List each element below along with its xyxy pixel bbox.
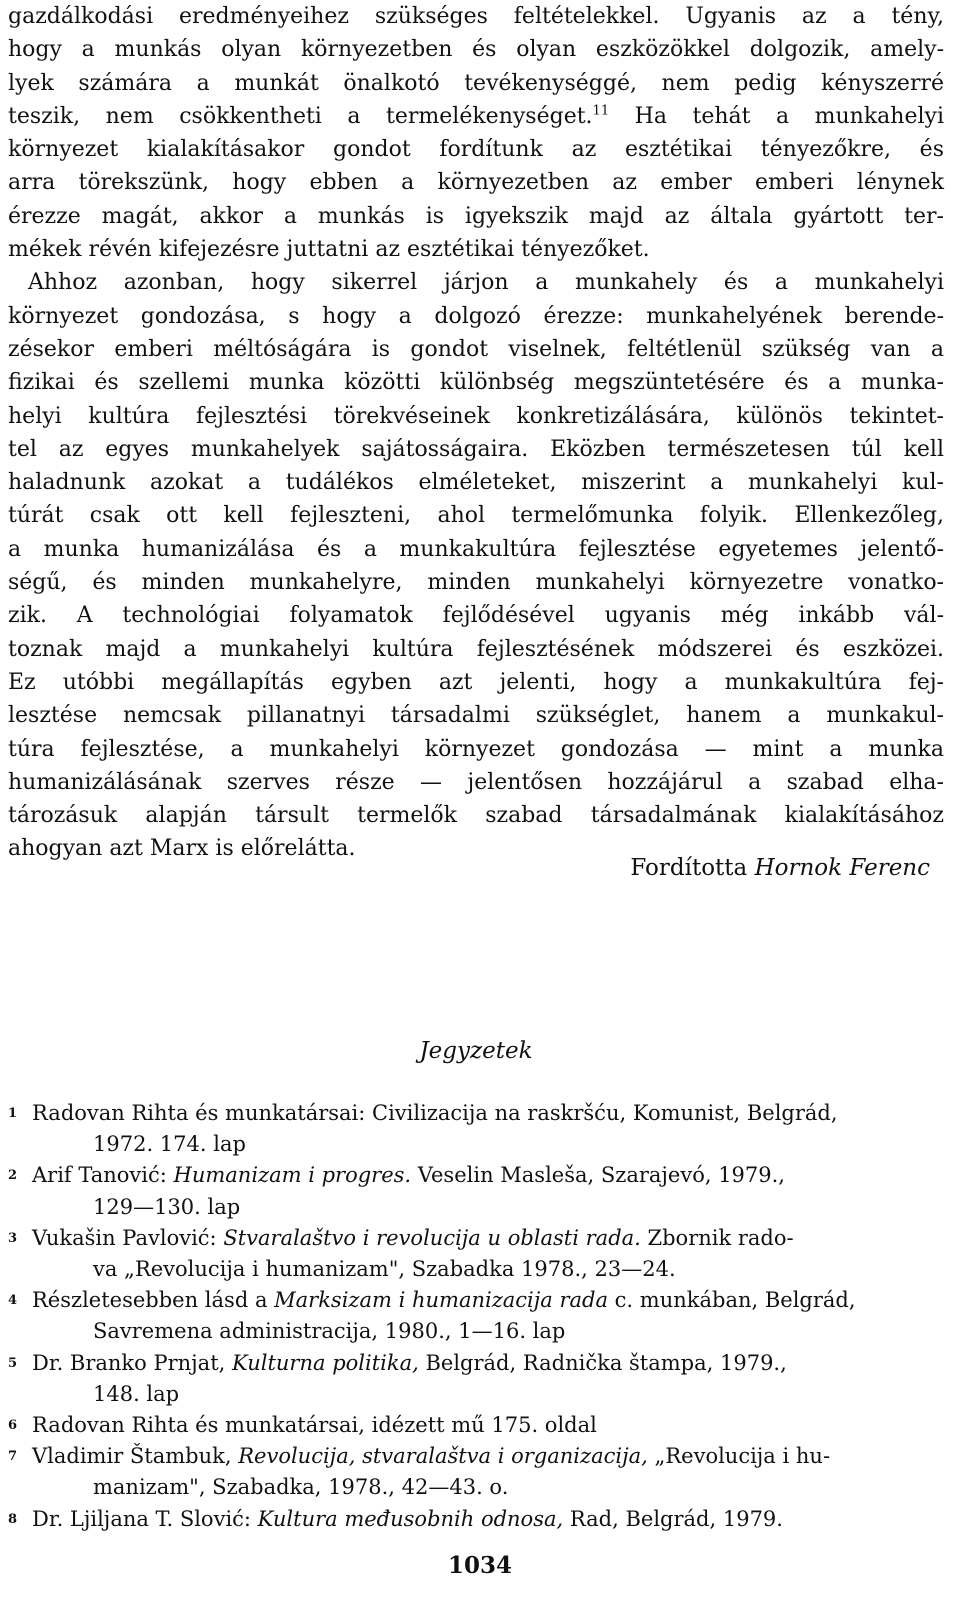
text-line-with-footnote bbox=[8, 100, 944, 133]
page-number: 1034 bbox=[447, 1552, 512, 1579]
text-line: tel az egyes munkahelyek sajátosságaira. Eközben természetesen túl kell bbox=[8, 436, 944, 462]
footnote-item bbox=[8, 1098, 944, 1160]
translator-credit bbox=[630, 855, 930, 881]
footnote-text: Arif Tanović: bbox=[32, 1163, 174, 1188]
footnote-continuation: 1972. 174. lap bbox=[93, 1132, 246, 1157]
paragraph-1 bbox=[8, 0, 944, 266]
text-line: gazdálkodási eredményeihez szükséges feltételekkel. Ugyanis az a tény, bbox=[8, 4, 944, 29]
footnote-item bbox=[8, 1160, 944, 1222]
notes-title: Jegyzetek bbox=[419, 1038, 533, 1064]
footnote-continuation: Savremena administracija, 1980., 1—16. lap bbox=[93, 1319, 566, 1344]
text-fragment: Ha tehát a munkahelyi bbox=[609, 103, 944, 129]
footnote-text: Radovan Rihta és munkatársai, idézett mű 175. oldal bbox=[32, 1413, 597, 1438]
page-content bbox=[8, 0, 944, 1531]
footnote-continuation: 148. lap bbox=[93, 1381, 180, 1406]
footnote-continuation: manizam", Szabadka, 1978., 42—43. o. bbox=[93, 1475, 509, 1500]
footnote-item bbox=[8, 1504, 944, 1535]
footnote-text: Dr. Branko Prnjat, bbox=[32, 1350, 232, 1375]
footnote-number: 5 bbox=[8, 1355, 18, 1371]
text-line: arra törekszünk, hogy ebben a környezetben az ember emberi lénynek bbox=[8, 170, 944, 196]
text-line: haladnunk azokat a tudálékos elméleteket, miszerint a munkahelyi kul- bbox=[8, 470, 944, 496]
text-line: túrát csak ott kell fejleszteni, ahol termelőmunka folyik. Ellenkezőleg, bbox=[8, 503, 944, 529]
footnote-title: Kulturna politika, bbox=[232, 1350, 419, 1375]
footnote-text: Vukašin Pavlović: bbox=[32, 1225, 224, 1250]
footnote-item bbox=[8, 1410, 944, 1441]
footnote-text: Zbornik rado- bbox=[640, 1225, 794, 1250]
text-line: Ahhoz azonban, hogy sikerrel járjon a munkahely és a munkahelyi bbox=[28, 270, 944, 296]
footnote-title: Revolucija, stvaralaštva i organizacija, bbox=[238, 1444, 648, 1469]
text-fragment: teszik, nem csökkentheti a termelékenységet. bbox=[8, 103, 593, 129]
text-line: mékek révén kifejezésre juttatni az esztétikai tényezőket. bbox=[8, 237, 650, 263]
footnote-item bbox=[8, 1441, 944, 1503]
text-line: ahogyan azt Marx is előrelátta. bbox=[8, 836, 356, 862]
text-line: tározásuk alapján társult termelők szabad társadalmának kialakításához bbox=[8, 803, 944, 829]
footnote-title: Kultura međusobnih odnosa, bbox=[257, 1506, 564, 1531]
footnote-text: Veselin Masleša, Szarajevó, 1979., bbox=[411, 1163, 785, 1188]
translator-prefix: Fordította bbox=[630, 855, 755, 881]
text-line: fizikai és szellemi munka közötti különbség megszüntetésére és a munka- bbox=[8, 370, 944, 396]
text-line: hogy a munkás olyan környezetben és olyan eszközökkel dolgozik, amely- bbox=[8, 37, 944, 63]
footnote-number: 1 bbox=[8, 1106, 18, 1121]
footnote-number: 6 bbox=[8, 1418, 18, 1434]
footnote-title: Marksizam i humanizacija rada bbox=[274, 1288, 608, 1313]
text-line: lesztése nemcsak pillanatnyi társadalmi szükséglet, hanem a munkakul- bbox=[8, 703, 944, 729]
footnote-item bbox=[8, 1285, 944, 1347]
paragraph-2 bbox=[8, 266, 944, 865]
footnote-text: Rad, Belgrád, 1979. bbox=[563, 1506, 783, 1531]
footnote-number: 8 bbox=[8, 1511, 18, 1527]
text-line: környezet gondozása, s hogy a dolgozó érezze: munkahelyének berende- bbox=[8, 303, 944, 329]
text-line: lyek számára a munkát önalkotó tevékenységgé, nem pedig kényszerré bbox=[8, 70, 944, 96]
text-line: humanizálásának szerves része — jelentősen hozzájárul a szabad elha- bbox=[8, 769, 944, 795]
text-line: ségű, és minden munkahelyre, minden munkahelyi környezetre vonatko- bbox=[8, 570, 944, 596]
text-line: Ez utóbbi megállapítás egyben azt jelenti, hogy a munkakultúra fej- bbox=[8, 669, 944, 695]
translator-name: Hornok Ferenc bbox=[754, 855, 930, 881]
footnote-number: 4 bbox=[8, 1293, 18, 1309]
footnote-continuation: 129—130. lap bbox=[93, 1194, 241, 1219]
text-line: a munka humanizálása és a munkakultúra fejlesztése egyetemes jelentő- bbox=[8, 536, 944, 562]
footnote-number: 3 bbox=[8, 1230, 18, 1246]
footnote-text: „Revolucija i hu- bbox=[647, 1444, 831, 1469]
text-line: helyi kultúra fejlesztési törekvéseinek konkretizálására, különös tekintet- bbox=[8, 403, 944, 429]
footnote-text: Dr. Ljiljana T. Slović: bbox=[32, 1506, 258, 1531]
footnote-continuation: va „Revolucija i humanizam", Szabadka 1978., 23—24. bbox=[93, 1257, 676, 1282]
text-line: érezze magát, akkor a munkás is igyekszik majd az általa gyártott ter- bbox=[8, 203, 944, 229]
footnote-number: 7 bbox=[8, 1449, 18, 1465]
footnote-title: Humanizam i progres. bbox=[173, 1163, 412, 1188]
notes-list bbox=[8, 1098, 944, 1535]
text-line: zik. A technológiai folyamatok fejlődésével ugyanis még inkább vál- bbox=[8, 603, 944, 629]
text-line: túra fejlesztése, a munkahelyi környezet gondozása — mint a munka bbox=[8, 736, 944, 762]
footnote-item bbox=[8, 1348, 944, 1410]
body-text bbox=[8, 0, 944, 866]
footnote-reference: 11 bbox=[592, 103, 610, 119]
footnote-text: Belgrád, Radnička štampa, 1979., bbox=[418, 1350, 787, 1375]
footnote-text: c. munkában, Belgrád, bbox=[608, 1288, 856, 1313]
footnote-text: Részletesebben lásd a bbox=[32, 1288, 275, 1313]
text-line: toznak majd a munkahelyi kultúra fejlesztésének módszerei és eszközei. bbox=[8, 636, 944, 662]
footnote-number: 2 bbox=[8, 1168, 18, 1184]
footnote-item bbox=[8, 1223, 944, 1285]
footnote-title: Stvaralaštvo i revolucija u oblasti rada. bbox=[223, 1225, 641, 1250]
text-line: környezet kialakításakor gondot fordítunk az esztétikai tényezőkre, és bbox=[8, 137, 944, 163]
text-line: zésekor emberi méltóságára is gondot viselnek, feltétlenül szükség van a bbox=[8, 336, 944, 362]
footnote-text: Vladimir Štambuk, bbox=[32, 1444, 239, 1469]
footnote-text: Radovan Rihta és munkatársai: Civilizacija na raskršću, Komunist, Belgrád, bbox=[32, 1101, 838, 1125]
